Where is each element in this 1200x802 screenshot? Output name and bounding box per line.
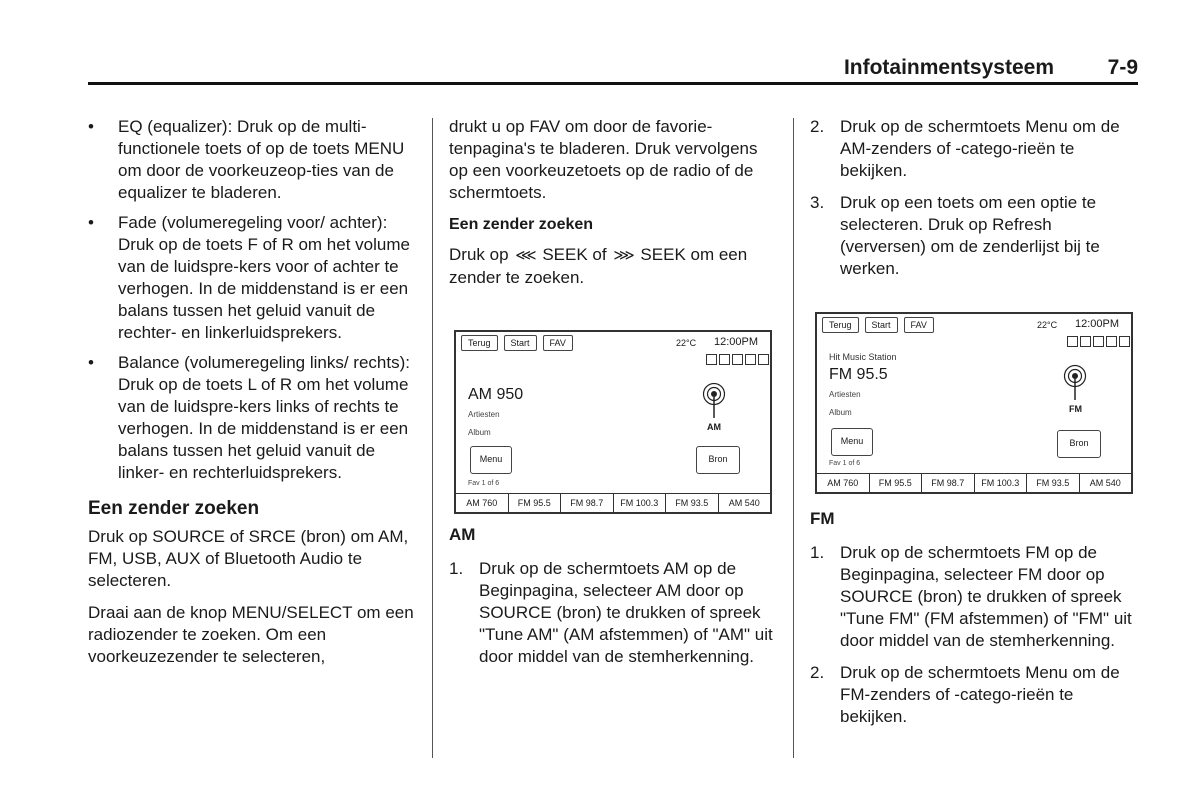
status-icon: [758, 354, 769, 365]
source-button[interactable]: Bron: [1057, 430, 1101, 458]
caption-am: AM: [449, 525, 476, 544]
column-3-lower: [810, 508, 1140, 738]
step-number: 2.: [810, 117, 825, 136]
step-number: 3.: [810, 193, 825, 212]
preset-button[interactable]: AM 540: [1089, 478, 1121, 488]
am-radio-screen: [454, 330, 772, 514]
status-icon: [1093, 336, 1104, 347]
paragraph: Druk op SOURCE of SRCE (bron) om AM, FM, USB, AUX of Bluetooth Audio te selecteren.: [88, 527, 409, 590]
status-icon: [719, 354, 730, 365]
fav-page-indicator: Fav 1 of 6: [468, 480, 500, 487]
fav-tab[interactable]: FAV: [543, 335, 573, 351]
band-label: AM: [707, 422, 721, 432]
temperature: 22°C: [676, 338, 697, 348]
preset-button[interactable]: FM 98.7: [922, 474, 975, 492]
list-item: • Balance (volumeregeling links/ rechts): Druk op de toets L of R om het volume van de luidspre-kers links of rechts te verhogen. In de middenstand is er een balans tussen het geluid vanuit de linker- en rechterluidsprekers.: [88, 353, 410, 482]
column-divider: [793, 118, 794, 758]
step-text: Druk op de schermtoets Menu om de AM-zenders of -catego-rieën te bekijken.: [840, 117, 1120, 180]
artist-label: Artiesten: [468, 410, 500, 419]
paragraph: drukt u op FAV om door de favorie-tenpagina's te bladeren. Druk vervolgens op een voorkeuzetoets op de radio of de schermtoets.: [449, 117, 758, 202]
list-item: [810, 542, 1140, 652]
step-text: Druk op de schermtoets Menu om de FM-zenders of -catego-rieën te bekijken.: [840, 663, 1120, 726]
status-icon: [732, 354, 743, 365]
preset-button[interactable]: AM 760: [456, 494, 509, 512]
menu-button[interactable]: Menu: [831, 428, 873, 456]
paragraph: Draai aan de knop MENU/SELECT om een radiozender te zoeken. Om een voorkeuzezender te selecteren,: [88, 603, 414, 666]
list-item: • EQ (equalizer): Druk op de multi-functionele toets of op de toets MENU om door de voorkeuzeop-ties van de equalizer te bladeren.: [88, 117, 405, 202]
station-name: Hit Music Station: [829, 352, 897, 362]
frequency: FM 95.5: [829, 366, 888, 383]
page-header: [88, 56, 1138, 85]
step-number: 1.: [810, 543, 825, 562]
step-number: 2.: [810, 663, 825, 682]
back-tab[interactable]: Terug: [822, 317, 859, 333]
seek-forward-icon: ⋙: [613, 247, 632, 264]
temperature: 22°C: [1037, 320, 1058, 330]
source-button[interactable]: Bron: [696, 446, 740, 474]
section-title: Infotainmentsysteem: [843, 56, 1054, 79]
album-label: Album: [468, 428, 491, 437]
preset-button[interactable]: FM 100.3: [614, 494, 667, 512]
seek-text: SEEK om een zender te zoeken.: [449, 245, 748, 287]
start-tab[interactable]: Start: [504, 335, 537, 351]
list-item: [449, 558, 779, 668]
column-2-lower: [449, 524, 779, 678]
clock: 12:00PM: [714, 336, 759, 348]
list-item-text: Balance (volumeregeling links/ rechts): Druk op de toets L of R om het volume van de luidspre-kers links of rechts te verhogen. In de middenstand is er een balans tussen het geluid vanuit de linker- en rechterluidsprekers.: [118, 353, 410, 482]
antenna-icon: [702, 380, 726, 420]
list-item: [810, 662, 1140, 728]
status-icon: [706, 354, 717, 365]
album-label: Album: [829, 408, 852, 417]
preset-button[interactable]: FM 93.5: [666, 494, 719, 512]
seek-paragraph: [449, 244, 779, 289]
section-heading: Een zender zoeken: [88, 498, 260, 519]
frequency: AM 950: [468, 386, 524, 403]
status-icon: [1106, 336, 1117, 347]
fav-page-indicator: Fav 1 of 6: [829, 460, 861, 467]
preset-button[interactable]: AM 540: [728, 498, 760, 508]
preset-button[interactable]: FM 100.3: [975, 474, 1028, 492]
preset-bar: [817, 473, 1131, 492]
preset-button[interactable]: FM 95.5: [870, 474, 923, 492]
preset-button[interactable]: FM 93.5: [1027, 474, 1080, 492]
status-icon: [1080, 336, 1091, 347]
fm-radio-screen: [815, 312, 1133, 494]
preset-bar: [456, 493, 770, 512]
column-1: [88, 116, 418, 678]
caption-fm: FM: [810, 509, 835, 528]
preset-button[interactable]: FM 98.7: [561, 494, 614, 512]
seek-text: Druk op: [449, 245, 509, 264]
column-3: [810, 116, 1140, 290]
preset-button[interactable]: FM 95.5: [509, 494, 562, 512]
seek-text: SEEK of: [542, 245, 607, 264]
seek-back-icon: ⋘: [515, 247, 534, 264]
step-number: 1.: [449, 559, 464, 578]
step-text: Druk op de schermtoets FM op de Beginpagina, selecteer FM door op SOURCE (bron) te drukken of spreek "Tune FM" (FM afstemmen) of "FM" uit door middel van de stemherkenning.: [840, 543, 1132, 650]
page-number: 7-9: [1107, 56, 1138, 79]
back-tab[interactable]: Terug: [461, 335, 498, 351]
menu-button[interactable]: Menu: [470, 446, 512, 474]
column-divider: [432, 118, 433, 758]
list-item: [810, 116, 1140, 182]
status-icon: [1067, 336, 1078, 347]
step-text: Druk op een toets om een optie te selecteren. Druk op Refresh (verversen) om de zenderlijst bij te werken.: [840, 193, 1100, 278]
list-item: [810, 192, 1140, 280]
status-icons: [706, 354, 769, 365]
list-item-text: EQ (equalizer): Druk op de multi-functionele toets of op de toets MENU om door de voorkeuzeop-ties van de equalizer te bladeren.: [118, 117, 405, 202]
antenna-icon: [1063, 362, 1087, 402]
list-item-text: Fade (volumeregeling voor/ achter): Druk op de toets F of R om het volume van de luidspre-kers voor of achter te verhogen. In de middenstand is er een balans tussen het geluid vanuit de rechter- en linkerluidsprekers.: [118, 213, 410, 342]
column-2: [449, 116, 779, 299]
status-icon: [1119, 336, 1130, 347]
status-icons: [1067, 336, 1130, 347]
list-item: • Fade (volumeregeling voor/ achter): Druk op de toets F of R om het volume van de luidspre-kers voor of achter te verhogen. In de middenstand is er een balans tussen het geluid vanuit de rechter- en linkerluidsprekers.: [88, 213, 410, 342]
subsection-heading: Een zender zoeken: [449, 216, 594, 233]
fav-tab[interactable]: FAV: [904, 317, 934, 333]
preset-button[interactable]: AM 760: [817, 474, 870, 492]
start-tab[interactable]: Start: [865, 317, 898, 333]
band-label: FM: [1069, 404, 1082, 414]
clock: 12:00PM: [1075, 318, 1120, 330]
step-text: Druk op de schermtoets AM op de Beginpagina, selecteer AM door op SOURCE (bron) te drukken of spreek "Tune AM" (AM afstemmen) of "AM" uit door middel van de stemherkenning.: [479, 559, 773, 666]
status-icon: [745, 354, 756, 365]
artist-label: Artiesten: [829, 390, 861, 399]
